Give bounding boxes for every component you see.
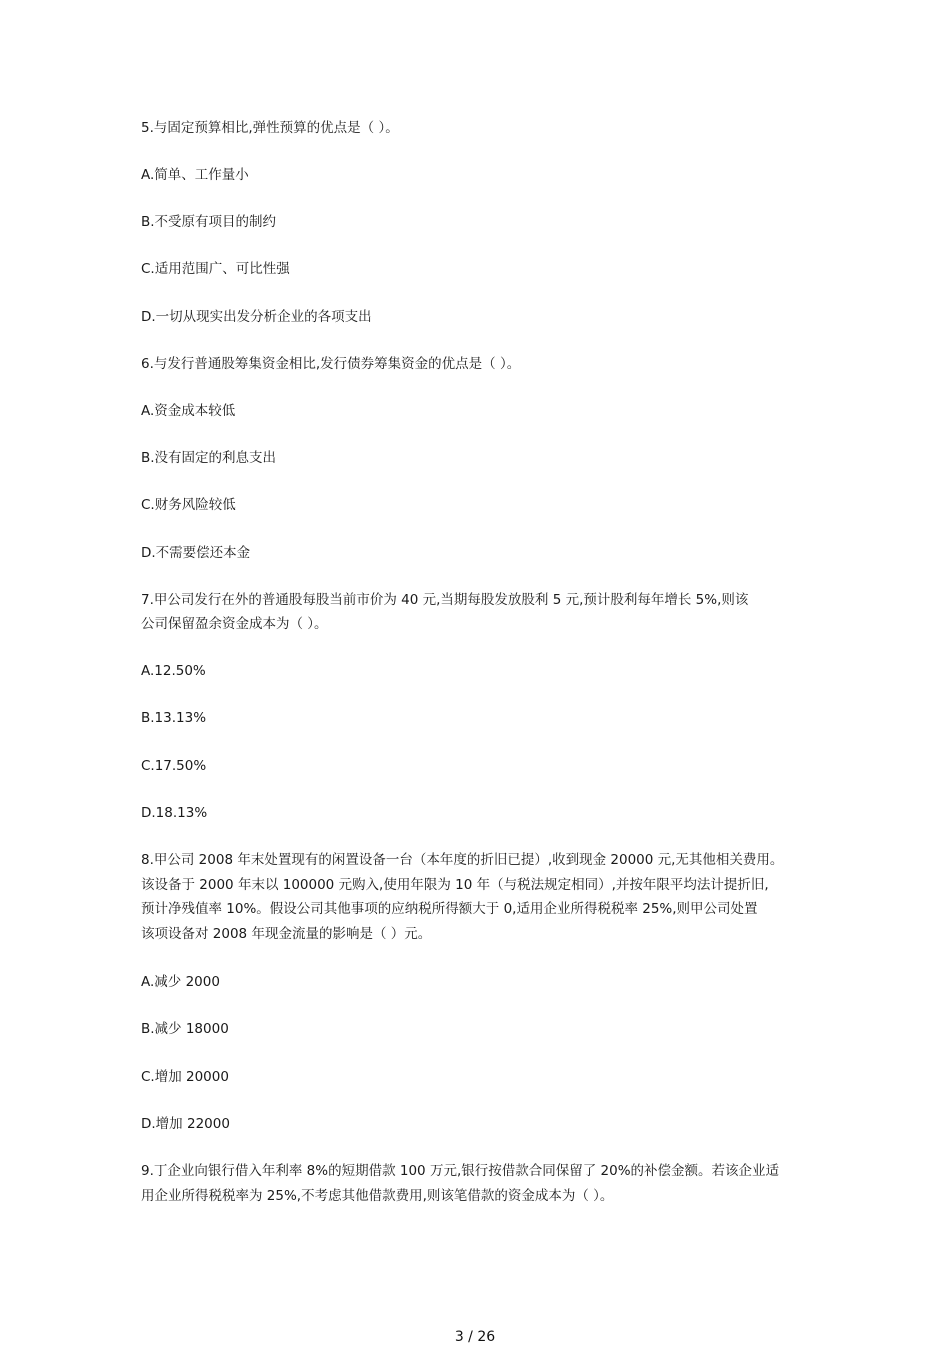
question-5-option-d: D.一切从现实出发分析企业的各项支出 <box>141 309 372 325</box>
question-8-option-a: A.减少 2000 <box>141 974 220 990</box>
question-7-option-b: B.13.13% <box>141 710 207 726</box>
question-8-option-c: C.增加 20000 <box>141 1069 229 1085</box>
question-5-option-b: B.不受原有项目的制约 <box>141 214 277 230</box>
question-8-stem-line-2: 该设备于 2000 年末以 100000 元购入,使用年限为 10 年（与税法规定相同）,并按年限平均法计提折旧, <box>141 877 769 893</box>
question-6-stem: 6.与发行普通股筹集资金相比,发行债券筹集资金的优点是（ ）。 <box>141 356 521 372</box>
question-8-stem-line-1: 8.甲公司 2008 年末处置现有的闲置设备一台（本年度的折旧已提）,收到现金 20000 元,无其他相关费用。 <box>141 852 784 868</box>
question-7-stem-line-1: 7.甲公司发行在外的普通股每股当前市价为 40 元,当期每股发放股利 5 元,预计股利每年增长 5%,则该 <box>141 592 749 608</box>
question-8-stem-line-4: 该项设备对 2008 年现金流量的影响是（ ）元。 <box>141 926 432 942</box>
question-8-stem-line-3: 预计净残值率 10%。假设公司其他事项的应纳税所得额大于 0,适用企业所得税税率 25%,则甲公司处置 <box>141 901 758 917</box>
question-7-option-a: A.12.50% <box>141 663 206 679</box>
question-5-stem: 5.与固定预算相比,弹性预算的优点是（ ）。 <box>141 120 399 136</box>
question-7-option-d: D.18.13% <box>141 805 208 821</box>
question-7-stem-line-2: 公司保留盈余资金成本为（ ）。 <box>141 616 328 632</box>
page-number: 3 / 26 <box>454 1329 496 1345</box>
question-9-stem-line-2: 用企业所得税税率为 25%,不考虑其他借款费用,则该笔借款的资金成本为（ ）。 <box>141 1188 614 1204</box>
question-5-option-c: C.适用范围广、可比性强 <box>141 261 290 277</box>
question-6-option-b: B.没有固定的利息支出 <box>141 450 277 466</box>
question-7-option-c: C.17.50% <box>141 758 207 774</box>
question-6-option-c: C.财务风险较低 <box>141 497 236 513</box>
question-8-option-d: D.增加 22000 <box>141 1116 230 1132</box>
question-6-option-d: D.不需要偿还本金 <box>141 545 251 561</box>
question-5-option-a: A.简单、工作量小 <box>141 167 249 183</box>
question-8-option-b: B.减少 18000 <box>141 1021 229 1037</box>
question-6-option-a: A.资金成本较低 <box>141 403 236 419</box>
question-9-stem-line-1: 9.丁企业向银行借入年利率 8%的短期借款 100 万元,银行按借款合同保留了 20%的补偿金额。若该企业适 <box>141 1163 780 1179</box>
